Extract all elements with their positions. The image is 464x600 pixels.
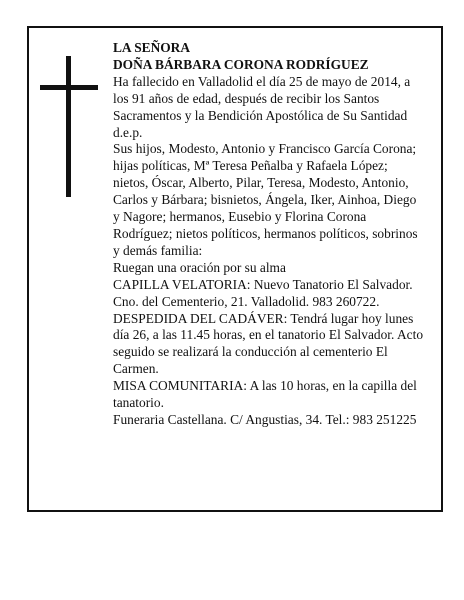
farewell-info: DESPEDIDA DEL CADÁVER: Tendrá lugar hoy lunes día 26, a las 11.45 horas, en el tanatorio El Salvador. Acto seguido se realizará la conducción al cementerio El Carmen. (113, 310, 424, 377)
cross-horizontal-bar (40, 85, 98, 90)
obituary-text (113, 40, 425, 429)
cross-vertical-bar (66, 56, 71, 197)
funeral-home-info: Funeraria Castellana. C/ Angustias, 34. Tel.: 983 251225 (113, 411, 417, 427)
title-line-1: LA SEÑORA (113, 40, 191, 55)
cross-icon (40, 56, 100, 197)
mass-info: MISA COMUNITARIA: A las 10 horas, en la capilla del tanatorio. (113, 378, 417, 411)
family-list: Sus hijos, Modesto, Antonio y Francisco García Corona; hijas políticas, Mª Teresa Peñalba y Rafaela López; nietos, Óscar, Alberto, Pilar, Teresa, Modesto, Antonio, Carlos y Bárbara; bisnietos, Ángela, Iker, Ainhoa, Diego y Nagore; hermanos, Eusebio y Florina Corona Rodríguez; nietos políticos, hermanos políticos, sobrinos y demás familia: (113, 141, 418, 258)
prayer-request: Ruegan una oración por su alma (113, 259, 286, 275)
death-announcement: Ha fallecido en Valladolid el día 25 de mayo de 2014, a los 91 años de edad, después de recibir los Santos Sacramentos y la Bendición Apostólica de Su Santidad d.e.p. (113, 73, 411, 140)
wake-chapel-info: CAPILLA VELATORIA: Nuevo Tanatorio El Salvador. Cno. del Cementerio, 21. Valladolid. 983 260722. (113, 276, 413, 309)
deceased-name: DOÑA BÁRBARA CORONA RODRÍGUEZ (113, 56, 369, 72)
